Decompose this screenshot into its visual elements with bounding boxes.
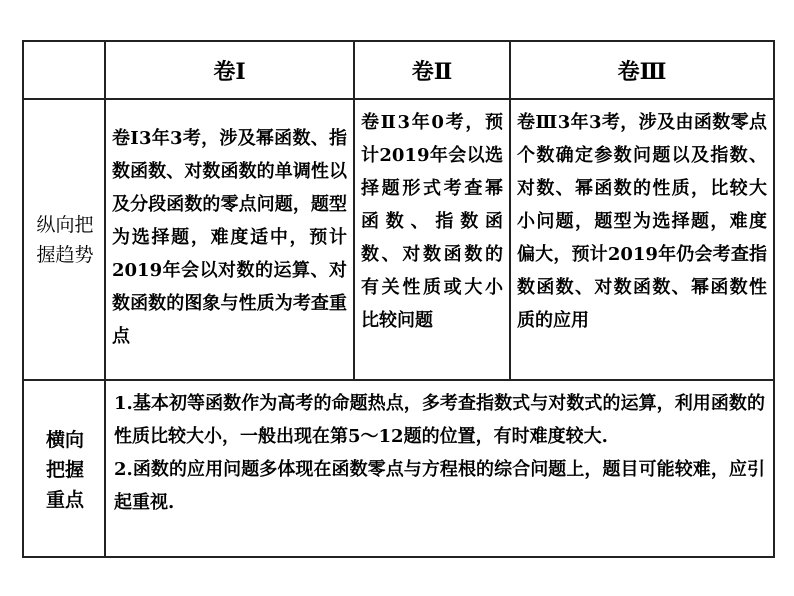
focus-point-1: 1.基本初等函数作为高考的命题热点，多考查指数式与对数式的运算，利用函数的性质比较大小，一般出现在第5～12题的位置，有时难度较大. <box>114 393 765 447</box>
header-juan-2: 卷Ⅱ <box>411 58 453 85</box>
row-label-focus: 横向把握重点 <box>45 428 84 511</box>
reference-table <box>22 40 775 558</box>
header-juan-3: 卷Ⅲ <box>617 58 667 85</box>
cell-juan-1-trend: 卷Ⅰ3年3考，涉及幂函数、指数函数、对数函数的单调性以及分段函数的零点问题，题型为选择题，难度适中，预计2019年会以对数的运算、对数函数的图象与性质为考查重点 <box>112 128 347 347</box>
row-label-trend: 纵向把握趋势 <box>36 213 94 266</box>
cell-juan-2-trend: 卷Ⅱ3年0考，预计2019年会以选择题形式考查幂函数、指数函数、对数函数的有关性质或大小比较问题 <box>361 112 503 331</box>
cell-focus-content <box>106 381 773 558</box>
corner-cell <box>24 42 104 98</box>
header-juan-1: 卷Ⅰ <box>213 58 246 85</box>
cell-juan-3-trend: 卷Ⅲ3年3考，涉及由函数零点个数确定参数问题以及指数、对数、幂函数的性质，比较大小问题，题型为选择题，难度偏大，预计2019年仍会考查指数函数、对数函数、幂函数性质的应用 <box>517 112 767 331</box>
focus-point-2: 2.函数的应用问题多体现在函数零点与方程根的综合问题上，题目可能较难，应引起重视. <box>114 459 765 513</box>
